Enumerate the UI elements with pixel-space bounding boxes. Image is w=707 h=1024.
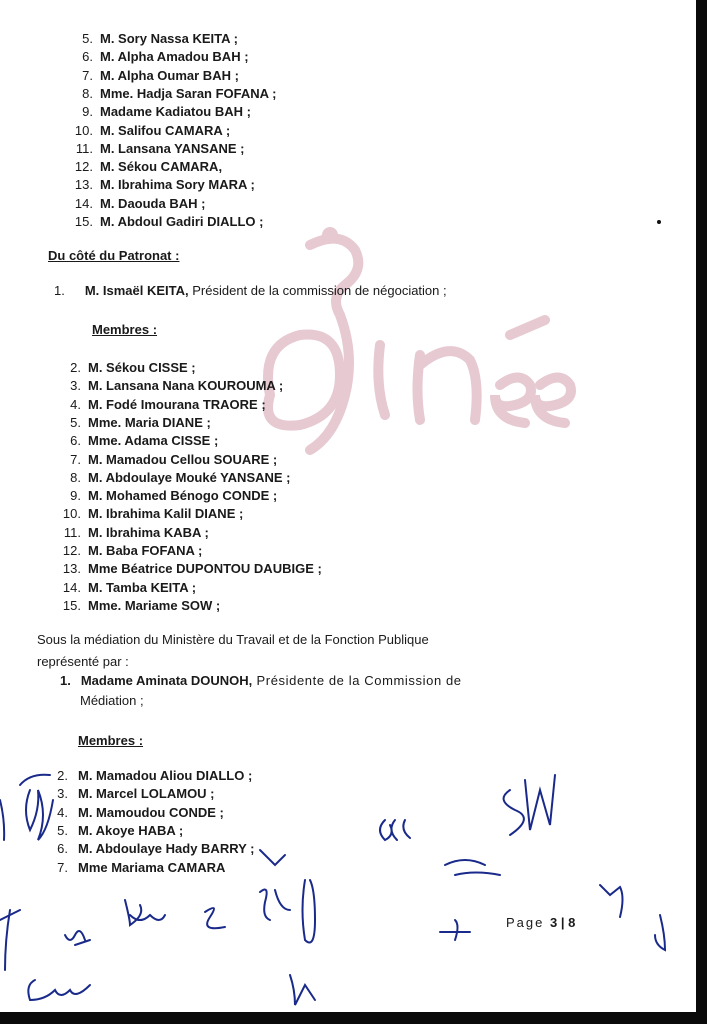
list-number: 3.: [57, 786, 68, 802]
list-item: Mme. Adama CISSE ;: [88, 433, 219, 449]
list-item: Mme. Mariame SOW ;: [88, 597, 221, 613]
list-number: 2.: [70, 360, 81, 375]
list-number: 10.: [62, 506, 81, 522]
list-number: 12.: [62, 543, 81, 558]
president-role: Président de la commission de négociation ;: [188, 283, 447, 298]
list-item: M. Mamadou Cellou SOUARE ;: [88, 451, 278, 467]
list-item: M. Abdoul Gadiri DIALLO ;: [100, 214, 264, 229]
list-item: M. Sékou CAMARA,: [100, 159, 223, 175]
list-number: 1.: [54, 283, 65, 298]
list-number: 15.: [74, 214, 93, 229]
list-number: 14.: [62, 579, 81, 595]
patronat-heading: Du côté du Patronat :: [48, 248, 180, 263]
list-number: 2.: [57, 768, 68, 783]
list-number: 6.: [82, 49, 93, 65]
president-role: Présidente de la Commission de: [252, 673, 462, 688]
list-item: M. Fodé Imourana TRAORE ;: [88, 396, 266, 412]
list-item: M. Sory Nassa KEITA ;: [100, 31, 238, 46]
list-item: M. Ibrahima Sory MARA ;: [100, 177, 255, 193]
list-item: M. Sékou CISSE ;: [88, 360, 196, 375]
list-item: M. Abdoulaye Hady BARRY ;: [78, 841, 255, 857]
list-item: M. Ibrahima Kalil DIANE ;: [88, 506, 244, 522]
list-item: M. Lansana YANSANE ;: [100, 140, 245, 156]
list-number: 5.: [70, 414, 81, 430]
page-footer: [506, 915, 575, 930]
list-number: 4.: [57, 804, 68, 820]
page-total: 8: [568, 915, 576, 930]
list-item: M. Lansana Nana KOUROUMA ;: [88, 378, 284, 394]
list-number: 14.: [74, 195, 93, 211]
mediation-president-role-cont: Médiation ;: [80, 693, 144, 708]
list-number: 11.: [75, 140, 93, 156]
list-number: 10.: [74, 122, 93, 138]
list-item: M. Mamoudou CONDE ;: [78, 804, 224, 820]
list-number: 11.: [63, 524, 81, 540]
list-item: M. Mohamed Bénogo CONDE ;: [88, 488, 278, 504]
list-number: 13.: [62, 561, 81, 577]
list-number: 9.: [82, 104, 93, 120]
list-number: 5.: [82, 31, 93, 46]
list-item: M. Ibrahima KABA ;: [88, 524, 209, 540]
list-number: 9.: [70, 488, 81, 504]
list-item: M. Akoye HABA ;: [78, 822, 184, 838]
list-number: 5.: [57, 822, 68, 838]
list-number: 7.: [82, 67, 93, 83]
list-number: 15.: [62, 597, 81, 613]
patronat-members-heading: Membres :: [92, 322, 158, 337]
list-number: 4.: [70, 396, 81, 412]
list-item: M. Alpha Amadou BAH ;: [100, 49, 249, 65]
list-number: 1.: [60, 673, 71, 688]
page-separator: |: [557, 915, 569, 930]
list-number: 8.: [82, 85, 93, 101]
list-item: Mme Mariama CAMARA: [78, 859, 226, 875]
list-item: M. Salifou CAMARA ;: [100, 122, 231, 138]
page-current: 3: [550, 915, 558, 930]
page-label: Page: [506, 915, 545, 930]
list-number: 6.: [57, 841, 68, 857]
mediation-members-heading: Membres :: [78, 733, 144, 748]
mediation-intro-line-2: représenté par :: [37, 654, 129, 669]
list-number: 7.: [70, 451, 81, 467]
list-item: M. Abdoulaye Mouké YANSANE ;: [88, 469, 291, 485]
list-item: Mme Béatrice DUPONTOU DAUBIGE ;: [88, 561, 322, 577]
list-item: Mme. Hadja Saran FOFANA ;: [100, 85, 277, 101]
list-number: 3.: [70, 378, 81, 394]
list-item: M. Tamba KEITA ;: [88, 579, 197, 595]
scan-edge: [696, 0, 707, 1024]
mediation-intro-line-1: Sous la médiation du Ministère du Travail et de la Fonction Publique: [37, 632, 429, 647]
president-name: M. Ismaël KEITA,: [84, 283, 189, 298]
list-number: 13.: [74, 177, 93, 193]
list-number: 8.: [70, 469, 81, 485]
list-item: Madame Kadiatou BAH ;: [100, 104, 251, 120]
list-number: 7.: [57, 859, 68, 875]
list-item: Mme. Maria DIANE ;: [88, 414, 211, 430]
stray-mark: [657, 220, 661, 224]
list-number: 12.: [74, 159, 93, 175]
list-item: M. Baba FOFANA ;: [88, 543, 203, 558]
president-name: Madame Aminata DOUNOH,: [80, 673, 253, 688]
list-item: M. Daouda BAH ;: [100, 195, 206, 211]
list-item: M. Mamadou Aliou DIALLO ;: [78, 768, 253, 783]
list-item: M. Marcel LOLAMOU ;: [78, 786, 215, 802]
list-item: M. Alpha Oumar BAH ;: [100, 67, 239, 83]
list-number: 6.: [70, 433, 81, 449]
